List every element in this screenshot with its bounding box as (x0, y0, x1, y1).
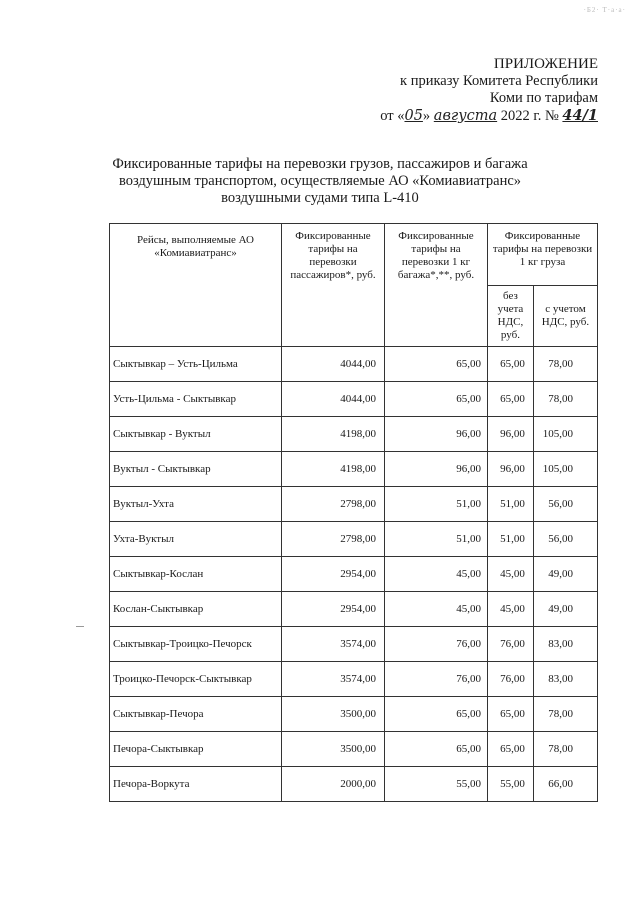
table-row (110, 522, 598, 557)
baggage-tariff-cell: 55,00 (385, 767, 488, 802)
header-cargo-with-vat: с учетом НДС, руб. (533, 286, 597, 347)
baggage-tariff-cell: 65,00 (385, 347, 488, 382)
document-title (100, 156, 540, 207)
passenger-tariff-cell: 3574,00 (282, 627, 385, 662)
handwritten-month: августа (433, 108, 498, 124)
cargo-with-vat-cell: 78,00 (533, 347, 597, 382)
table-row (110, 662, 598, 697)
header-passengers: Фиксированные тарифы на перевозки пассажиров*, руб. (282, 224, 385, 347)
baggage-tariff-cell: 76,00 (385, 662, 488, 697)
route-cell: Троицко-Печорск-Сыктывкар (110, 662, 282, 697)
passenger-tariff-cell: 4198,00 (282, 452, 385, 487)
cargo-with-vat-cell: 83,00 (533, 662, 597, 697)
cargo-with-vat-cell: 105,00 (533, 452, 597, 487)
baggage-tariff-cell: 76,00 (385, 627, 488, 662)
baggage-tariff-cell: 65,00 (385, 382, 488, 417)
table-row (110, 417, 598, 452)
cargo-without-vat-cell: 96,00 (488, 417, 534, 452)
cargo-with-vat-cell: 78,00 (533, 732, 597, 767)
cargo-without-vat-cell: 51,00 (488, 487, 534, 522)
cargo-with-vat-cell: 83,00 (533, 627, 597, 662)
route-cell: Вуктыл-Ухта (110, 487, 282, 522)
cargo-with-vat-cell: 66,00 (533, 767, 597, 802)
table-row (110, 487, 598, 522)
header-cargo-without-vat: без учета НДС, руб. (488, 286, 534, 347)
margin-mark (76, 626, 84, 627)
passenger-tariff-cell: 4198,00 (282, 417, 385, 452)
cargo-with-vat-cell: 56,00 (533, 487, 597, 522)
passenger-tariff-cell: 2798,00 (282, 522, 385, 557)
passenger-tariff-cell: 4044,00 (282, 382, 385, 417)
cargo-with-vat-cell: 78,00 (533, 382, 597, 417)
cargo-without-vat-cell: 55,00 (488, 767, 534, 802)
table-row (110, 592, 598, 627)
handwritten-day: 05 (404, 108, 423, 124)
table-row (110, 732, 598, 767)
tariffs-table (109, 223, 598, 802)
cargo-with-vat-cell: 56,00 (533, 522, 597, 557)
baggage-tariff-cell: 65,00 (385, 697, 488, 732)
table-row (110, 452, 598, 487)
order-reference-line2: Коми по тарифам (489, 90, 598, 106)
cargo-without-vat-cell: 65,00 (488, 732, 534, 767)
route-cell: Сыктывкар - Вуктыл (110, 417, 282, 452)
date-year: 2022 г. № (500, 108, 559, 124)
cargo-with-vat-cell: 105,00 (533, 417, 597, 452)
route-cell: Усть-Цильма - Сыктывкар (110, 382, 282, 417)
order-date-line (380, 107, 598, 125)
baggage-tariff-cell: 45,00 (385, 557, 488, 592)
corner-mark: ·Б2· Т·а·а· (583, 6, 626, 14)
route-cell: Вуктыл - Сыктывкар (110, 452, 282, 487)
order-reference-line1: к приказу Комитета Республики (400, 73, 598, 89)
table-row (110, 767, 598, 802)
title-line2: воздушным транспортом, осуществляемые АО «Комиавиатранс» (118, 173, 522, 189)
passenger-tariff-cell: 3500,00 (282, 732, 385, 767)
cargo-with-vat-cell: 78,00 (533, 697, 597, 732)
appendix-label: ПРИЛОЖЕНИЕ (493, 56, 598, 72)
route-cell: Сыктывкар-Кослан (110, 557, 282, 592)
header-cargo: Фиксированные тарифы на перевозки 1 кг груза (488, 224, 598, 286)
cargo-without-vat-cell: 76,00 (488, 627, 534, 662)
passenger-tariff-cell: 3500,00 (282, 697, 385, 732)
date-quote: » (422, 108, 431, 124)
baggage-tariff-cell: 51,00 (385, 487, 488, 522)
appendix-header (380, 56, 598, 125)
cargo-without-vat-cell: 45,00 (488, 557, 534, 592)
table-row (110, 382, 598, 417)
date-prefix: от « (380, 108, 405, 124)
route-cell: Ухта-Вуктыл (110, 522, 282, 557)
cargo-without-vat-cell: 51,00 (488, 522, 534, 557)
route-cell: Печора-Сыктывкар (110, 732, 282, 767)
cargo-without-vat-cell: 65,00 (488, 347, 534, 382)
route-cell: Печора-Воркута (110, 767, 282, 802)
baggage-tariff-cell: 96,00 (385, 417, 488, 452)
passenger-tariff-cell: 3574,00 (282, 662, 385, 697)
table-row (110, 697, 598, 732)
header-routes: Рейсы, выполняемые АО «Комиавиатранс» (110, 224, 282, 347)
passenger-tariff-cell: 4044,00 (282, 347, 385, 382)
route-cell: Сыктывкар – Усть-Цильма (110, 347, 282, 382)
header-baggage: Фиксированные тарифы на перевозки 1 кг багажа*,**, руб. (385, 224, 488, 347)
title-line3: воздушными судами типа L-410 (221, 190, 419, 206)
table-row (110, 347, 598, 382)
baggage-tariff-cell: 51,00 (385, 522, 488, 557)
passenger-tariff-cell: 2000,00 (282, 767, 385, 802)
cargo-with-vat-cell: 49,00 (533, 592, 597, 627)
baggage-tariff-cell: 96,00 (385, 452, 488, 487)
route-cell: Кослан-Сыктывкар (110, 592, 282, 627)
passenger-tariff-cell: 2798,00 (282, 487, 385, 522)
cargo-without-vat-cell: 65,00 (488, 382, 534, 417)
handwritten-order-number: 44/1 (562, 107, 598, 124)
passenger-tariff-cell: 2954,00 (282, 592, 385, 627)
cargo-without-vat-cell: 65,00 (488, 697, 534, 732)
cargo-without-vat-cell: 45,00 (488, 592, 534, 627)
cargo-with-vat-cell: 49,00 (533, 557, 597, 592)
title-line1: Фиксированные тарифы на перевозки грузов, пассажиров и багажа (112, 156, 528, 172)
cargo-without-vat-cell: 76,00 (488, 662, 534, 697)
route-cell: Сыктывкар-Печора (110, 697, 282, 732)
table-body (110, 347, 598, 802)
table-row (110, 557, 598, 592)
cargo-without-vat-cell: 96,00 (488, 452, 534, 487)
baggage-tariff-cell: 45,00 (385, 592, 488, 627)
table-row (110, 627, 598, 662)
passenger-tariff-cell: 2954,00 (282, 557, 385, 592)
route-cell: Сыктывкар-Троицко-Печорск (110, 627, 282, 662)
baggage-tariff-cell: 65,00 (385, 732, 488, 767)
